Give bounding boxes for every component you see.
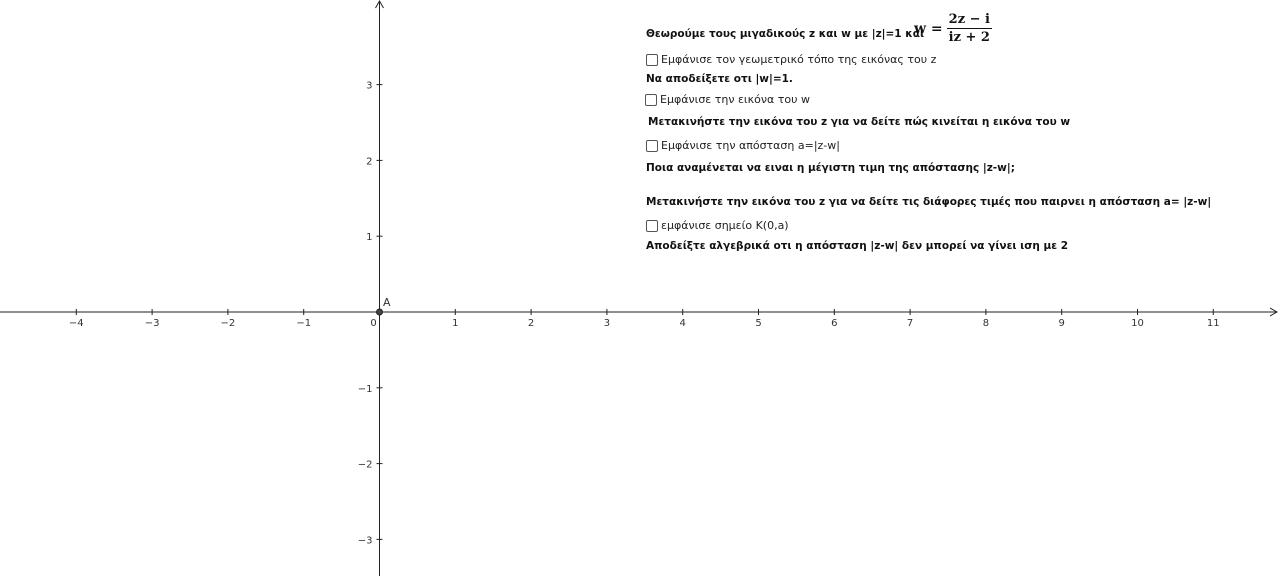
move-z-instruction: Μετακινήστε την εικόνα του z για να δείτε πώς κινείται η εικόνα του w bbox=[648, 116, 1071, 128]
x-tick-label: −3 bbox=[144, 318, 160, 329]
y-tick-label: −3 bbox=[357, 535, 373, 547]
point-a-label: A bbox=[383, 296, 391, 309]
checkbox-icon[interactable] bbox=[646, 140, 658, 152]
formula-denominator: iz + 2 bbox=[948, 30, 990, 45]
x-tick-label: 0 bbox=[370, 318, 377, 329]
x-tick-label: −1 bbox=[296, 318, 312, 329]
x-tick-label: 2 bbox=[527, 318, 535, 329]
y-tick-label: −2 bbox=[357, 459, 373, 471]
show-distance-checkbox[interactable] bbox=[646, 139, 840, 152]
axis-tick-labels bbox=[69, 81, 1220, 547]
checkbox-icon[interactable] bbox=[646, 220, 658, 232]
x-tick-label: 5 bbox=[755, 318, 762, 329]
move-z-distance-instruction: Μετακινήστε την εικόνα του z για να δείτε τις διάφορες τιμές που παιρνει η απόσταση a= |z-w| bbox=[646, 196, 1212, 208]
y-tick-label: 1 bbox=[366, 232, 373, 244]
point-a[interactable] bbox=[377, 309, 383, 315]
x-tick-label: 8 bbox=[982, 318, 990, 329]
formula-lhs: w = bbox=[914, 20, 943, 37]
prove-algebraic-text: Αποδείξτε αλγεβρικά οτι η απόσταση |z-w| δεν μπορεί να γίνει ιση με 2 bbox=[646, 240, 1069, 252]
intro-text: Θεωρούμε τους μιγαδικούς z και w με |z|=1 και bbox=[646, 28, 925, 40]
y-tick-label: −1 bbox=[357, 383, 373, 395]
max-distance-question: Ποια αναμένεται να ειναι η μέγιστη τιμη της απόστασης |z-w|; bbox=[646, 162, 1015, 174]
show-image-w-label: Εμφάνισε την εικόνα του w bbox=[660, 93, 810, 106]
show-locus-z-checkbox[interactable] bbox=[646, 53, 936, 66]
x-tick-label: 1 bbox=[452, 318, 459, 329]
x-tick-label: 4 bbox=[679, 318, 686, 329]
checkbox-icon[interactable] bbox=[645, 94, 657, 106]
show-locus-z-label: Εμφάνισε τον γεωμετρικό τόπο της εικόνας του z bbox=[661, 53, 937, 66]
formula-w bbox=[914, 11, 992, 46]
prove-w-text: Να αποδείξετε οτι |w|=1. bbox=[646, 73, 793, 85]
y-tick-label: 3 bbox=[366, 80, 373, 92]
x-tick-label: 10 bbox=[1131, 318, 1144, 329]
formula-fraction bbox=[947, 11, 992, 46]
x-tick-label: −2 bbox=[220, 318, 236, 329]
x-tick-label: 7 bbox=[906, 318, 914, 329]
show-point-k-checkbox[interactable] bbox=[646, 219, 789, 232]
show-point-k-label: εμφάνισε σημείο K(0,a) bbox=[661, 219, 789, 232]
show-distance-label: Εμφάνισε την απόσταση a=|z-w| bbox=[661, 139, 840, 152]
checkbox-icon[interactable] bbox=[646, 54, 658, 66]
x-tick-label: 3 bbox=[603, 318, 611, 329]
y-tick-label: 2 bbox=[366, 156, 373, 168]
x-tick-label: 9 bbox=[1058, 318, 1065, 329]
show-image-w-checkbox[interactable] bbox=[645, 93, 810, 106]
x-tick-label: 6 bbox=[831, 318, 838, 329]
x-tick-label: 11 bbox=[1206, 318, 1220, 329]
x-tick-label: −4 bbox=[68, 318, 84, 329]
formula-numerator: 2z − i bbox=[948, 12, 990, 27]
